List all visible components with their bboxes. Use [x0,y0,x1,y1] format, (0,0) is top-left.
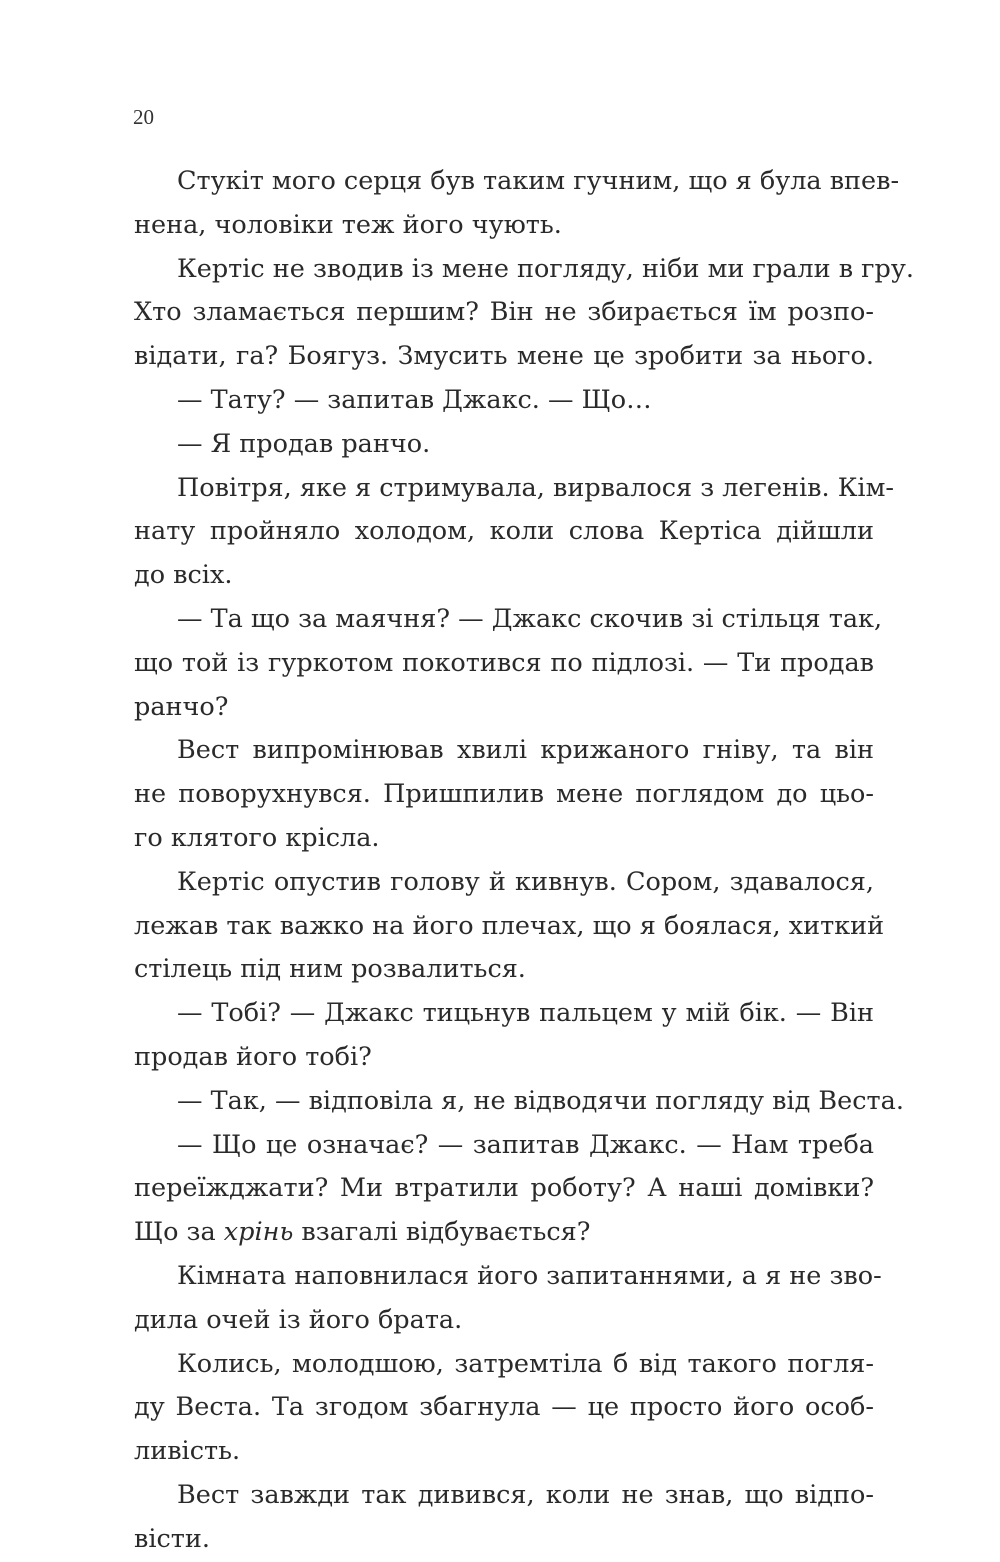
text-line: не поворухнувся. Пришпилив мене поглядом до цьо- [134,779,874,810]
text-line: продав його тобі? [134,1041,372,1072]
emphasized-word: хрінь [223,1217,294,1248]
text-line-with-emphasis [134,1211,874,1255]
text-line: го клятого крісла. [134,822,380,853]
text-line: — Та що за маячня? — Джакс скочив зі стільця так, [177,603,883,634]
text-line: Хто зламається першим? Він не збирається їм розпо- [134,297,874,328]
text-line: дила очей із його брата. [134,1304,463,1335]
text-segment: взагалі відбувається? [293,1217,591,1248]
text-line: ранчо? [134,691,229,722]
text-line: відати, га? Боягуз. Змусить мене це зробити за нього. [134,341,874,372]
text-line: Стукіт мого серця був таким гучним, що я була впев- [177,166,900,196]
text-line: ливість. [134,1436,241,1467]
text-line: Вест завжди так дивився, коли не знав, що відпо- [177,1479,874,1510]
text-segment: Що за [134,1217,224,1248]
text-line: — Так, — відповіла я, не відводячи погляду від Веста. [177,1085,904,1116]
text-line: вісти. [134,1523,211,1554]
text-line: Кертіс опустив голову й кивнув. Сором, здавалося, [177,866,874,897]
text-line: Кімната наповнилася його запитаннями, а я не зво- [177,1260,882,1291]
text-line: Повітря, яке я стримувала, вирвалося з легенів. Кім- [177,472,895,503]
text-line: до всіх. [134,560,233,591]
text-line: нена, чоловіки теж його чують. [134,209,562,240]
text-line: переїжджати? Ми втратили роботу? А наші домівки? [134,1173,874,1204]
text-line: нату пройняло холодом, коли слова Кертіса дійшли [134,516,874,547]
text-line: лежав так важко на його плечах, що я боялася, хиткий [134,910,885,941]
text-line: — Тобі? — Джакс тицьнув пальцем у мій бік. — Він [177,998,874,1029]
text-line: що той із гуркотом покотився по підлозі. — Ти продав [134,647,874,678]
text-line: — Що це означає? — запитав Джакс. — Нам треба [177,1129,874,1160]
text-line: — Тату? — запитав Джакс. — Що… [177,384,652,415]
text-line: — Я продав ранчо. [177,428,431,459]
text-line: стілець під ним розвалиться. [134,954,526,985]
text-line: ду Веста. Та згодом збагнула — це просто його особ- [134,1392,874,1423]
text-line: Колись, молодшою, затремтіла б від такого погля- [177,1348,874,1379]
body-text [134,160,914,1562]
text-line: Кертіс не зводив із мене погляду, ніби ми грали в гру. [177,253,914,284]
text-line: Вест випромінював хвилі крижаного гніву, та він [177,735,874,766]
page-number: 20 [133,105,154,129]
